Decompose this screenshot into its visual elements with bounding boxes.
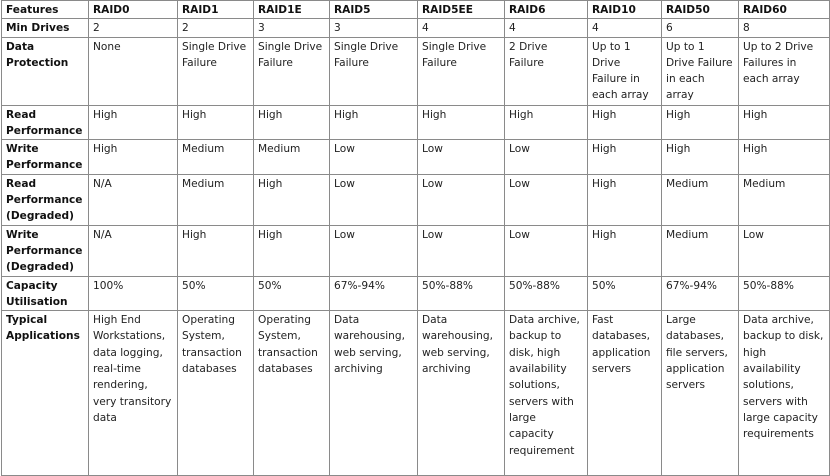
table-cell: 4 <box>505 19 588 37</box>
table-cell: Operating System, transaction databases <box>178 311 254 476</box>
table-cell: Operating System, transaction databases <box>254 311 330 476</box>
table-cell: High <box>739 140 830 175</box>
table-cell: Low <box>739 225 830 276</box>
table-cell: Low <box>418 140 505 175</box>
table-cell: Large databases, file servers, application servers <box>662 311 739 476</box>
table-cell: Data archive, backup to disk, high availability solutions, servers with large capacity requirement <box>505 311 588 476</box>
table-cell: High <box>254 225 330 276</box>
table-cell: Up to 2 Drive Failures in each array <box>739 37 830 105</box>
table-cell: Low <box>418 174 505 225</box>
header-cell: RAID1E <box>254 1 330 19</box>
table-row <box>2 311 830 476</box>
row-label: Read Performance <box>2 105 89 140</box>
table-cell: Low <box>330 140 418 175</box>
row-label: Typical Applications <box>2 311 89 476</box>
table-cell: 2 <box>89 19 178 37</box>
table-cell: Low <box>418 225 505 276</box>
table-row <box>2 174 830 225</box>
table-cell: Single Drive Failure <box>254 37 330 105</box>
table-row <box>2 140 830 175</box>
table-cell: Data archive, backup to disk, high availability solutions, servers with large capacity requirements <box>739 311 830 476</box>
table-cell: High <box>662 140 739 175</box>
header-cell: RAID5EE <box>418 1 505 19</box>
table-cell: Up to 1 Drive Failure in each array <box>662 37 739 105</box>
table-cell: 3 <box>330 19 418 37</box>
table-cell: 50%-88% <box>505 276 588 311</box>
table-row <box>2 19 830 37</box>
table-cell: N/A <box>89 174 178 225</box>
header-cell: RAID6 <box>505 1 588 19</box>
table-cell: Low <box>505 225 588 276</box>
row-label: Read Performance (Degraded) <box>2 174 89 225</box>
header-row <box>2 1 830 19</box>
table-cell: 4 <box>588 19 662 37</box>
header-cell: Features <box>2 1 89 19</box>
table-cell: High End Workstations, data logging, real-time rendering, very transitory data <box>89 311 178 476</box>
table-cell: High <box>662 105 739 140</box>
table-cell: Single Drive Failure <box>178 37 254 105</box>
row-label: Write Performance <box>2 140 89 175</box>
table-cell: 6 <box>662 19 739 37</box>
table-cell: High <box>588 105 662 140</box>
table-cell: 67%-94% <box>330 276 418 311</box>
table-cell: Data warehousing, web serving, archiving <box>418 311 505 476</box>
table-cell: Low <box>330 174 418 225</box>
table-cell: None <box>89 37 178 105</box>
table-cell: Medium <box>662 174 739 225</box>
row-label: Data Protection <box>2 37 89 105</box>
header-cell: RAID1 <box>178 1 254 19</box>
table-cell: Fast databases, application servers <box>588 311 662 476</box>
table-cell: Low <box>330 225 418 276</box>
table-cell: 50%-88% <box>739 276 830 311</box>
table-row <box>2 105 830 140</box>
raid-comparison-table <box>1 0 830 476</box>
header-cell: RAID0 <box>89 1 178 19</box>
table-cell: 2 <box>178 19 254 37</box>
table-cell: High <box>418 105 505 140</box>
table-cell: 100% <box>89 276 178 311</box>
table-cell: 50% <box>178 276 254 311</box>
row-label: Min Drives <box>2 19 89 37</box>
table-cell: High <box>89 140 178 175</box>
table-row <box>2 276 830 311</box>
table-cell: High <box>588 225 662 276</box>
table-cell: 2 Drive Failure <box>505 37 588 105</box>
table-cell: High <box>178 105 254 140</box>
table-cell: N/A <box>89 225 178 276</box>
table-cell: Medium <box>178 174 254 225</box>
table-cell: High <box>588 174 662 225</box>
table-cell: 50% <box>588 276 662 311</box>
table-cell: High <box>739 105 830 140</box>
table-cell: 3 <box>254 19 330 37</box>
table-cell: Medium <box>178 140 254 175</box>
header-cell: RAID5 <box>330 1 418 19</box>
table-cell: 8 <box>739 19 830 37</box>
table-cell: 50% <box>254 276 330 311</box>
table-cell: 67%-94% <box>662 276 739 311</box>
row-label: Write Performance (Degraded) <box>2 225 89 276</box>
table-row <box>2 37 830 105</box>
table-cell: High <box>588 140 662 175</box>
table-cell: Single Drive Failure <box>330 37 418 105</box>
table-cell: 50%-88% <box>418 276 505 311</box>
header-cell: RAID60 <box>739 1 830 19</box>
header-cell: RAID10 <box>588 1 662 19</box>
table-cell: Medium <box>739 174 830 225</box>
table-cell: High <box>254 174 330 225</box>
table-row <box>2 225 830 276</box>
table-cell: High <box>505 105 588 140</box>
table-cell: Up to 1 Drive Failure in each array <box>588 37 662 105</box>
table-cell: Medium <box>662 225 739 276</box>
table-cell: Data warehousing, web serving, archiving <box>330 311 418 476</box>
table-cell: Medium <box>254 140 330 175</box>
row-label: Capacity Utilisation <box>2 276 89 311</box>
table-cell: 4 <box>418 19 505 37</box>
table-cell: High <box>254 105 330 140</box>
table-cell: High <box>89 105 178 140</box>
table-cell: Low <box>505 140 588 175</box>
table-cell: High <box>330 105 418 140</box>
header-cell: RAID50 <box>662 1 739 19</box>
table-cell: Low <box>505 174 588 225</box>
table-cell: High <box>178 225 254 276</box>
table-cell: Single Drive Failure <box>418 37 505 105</box>
